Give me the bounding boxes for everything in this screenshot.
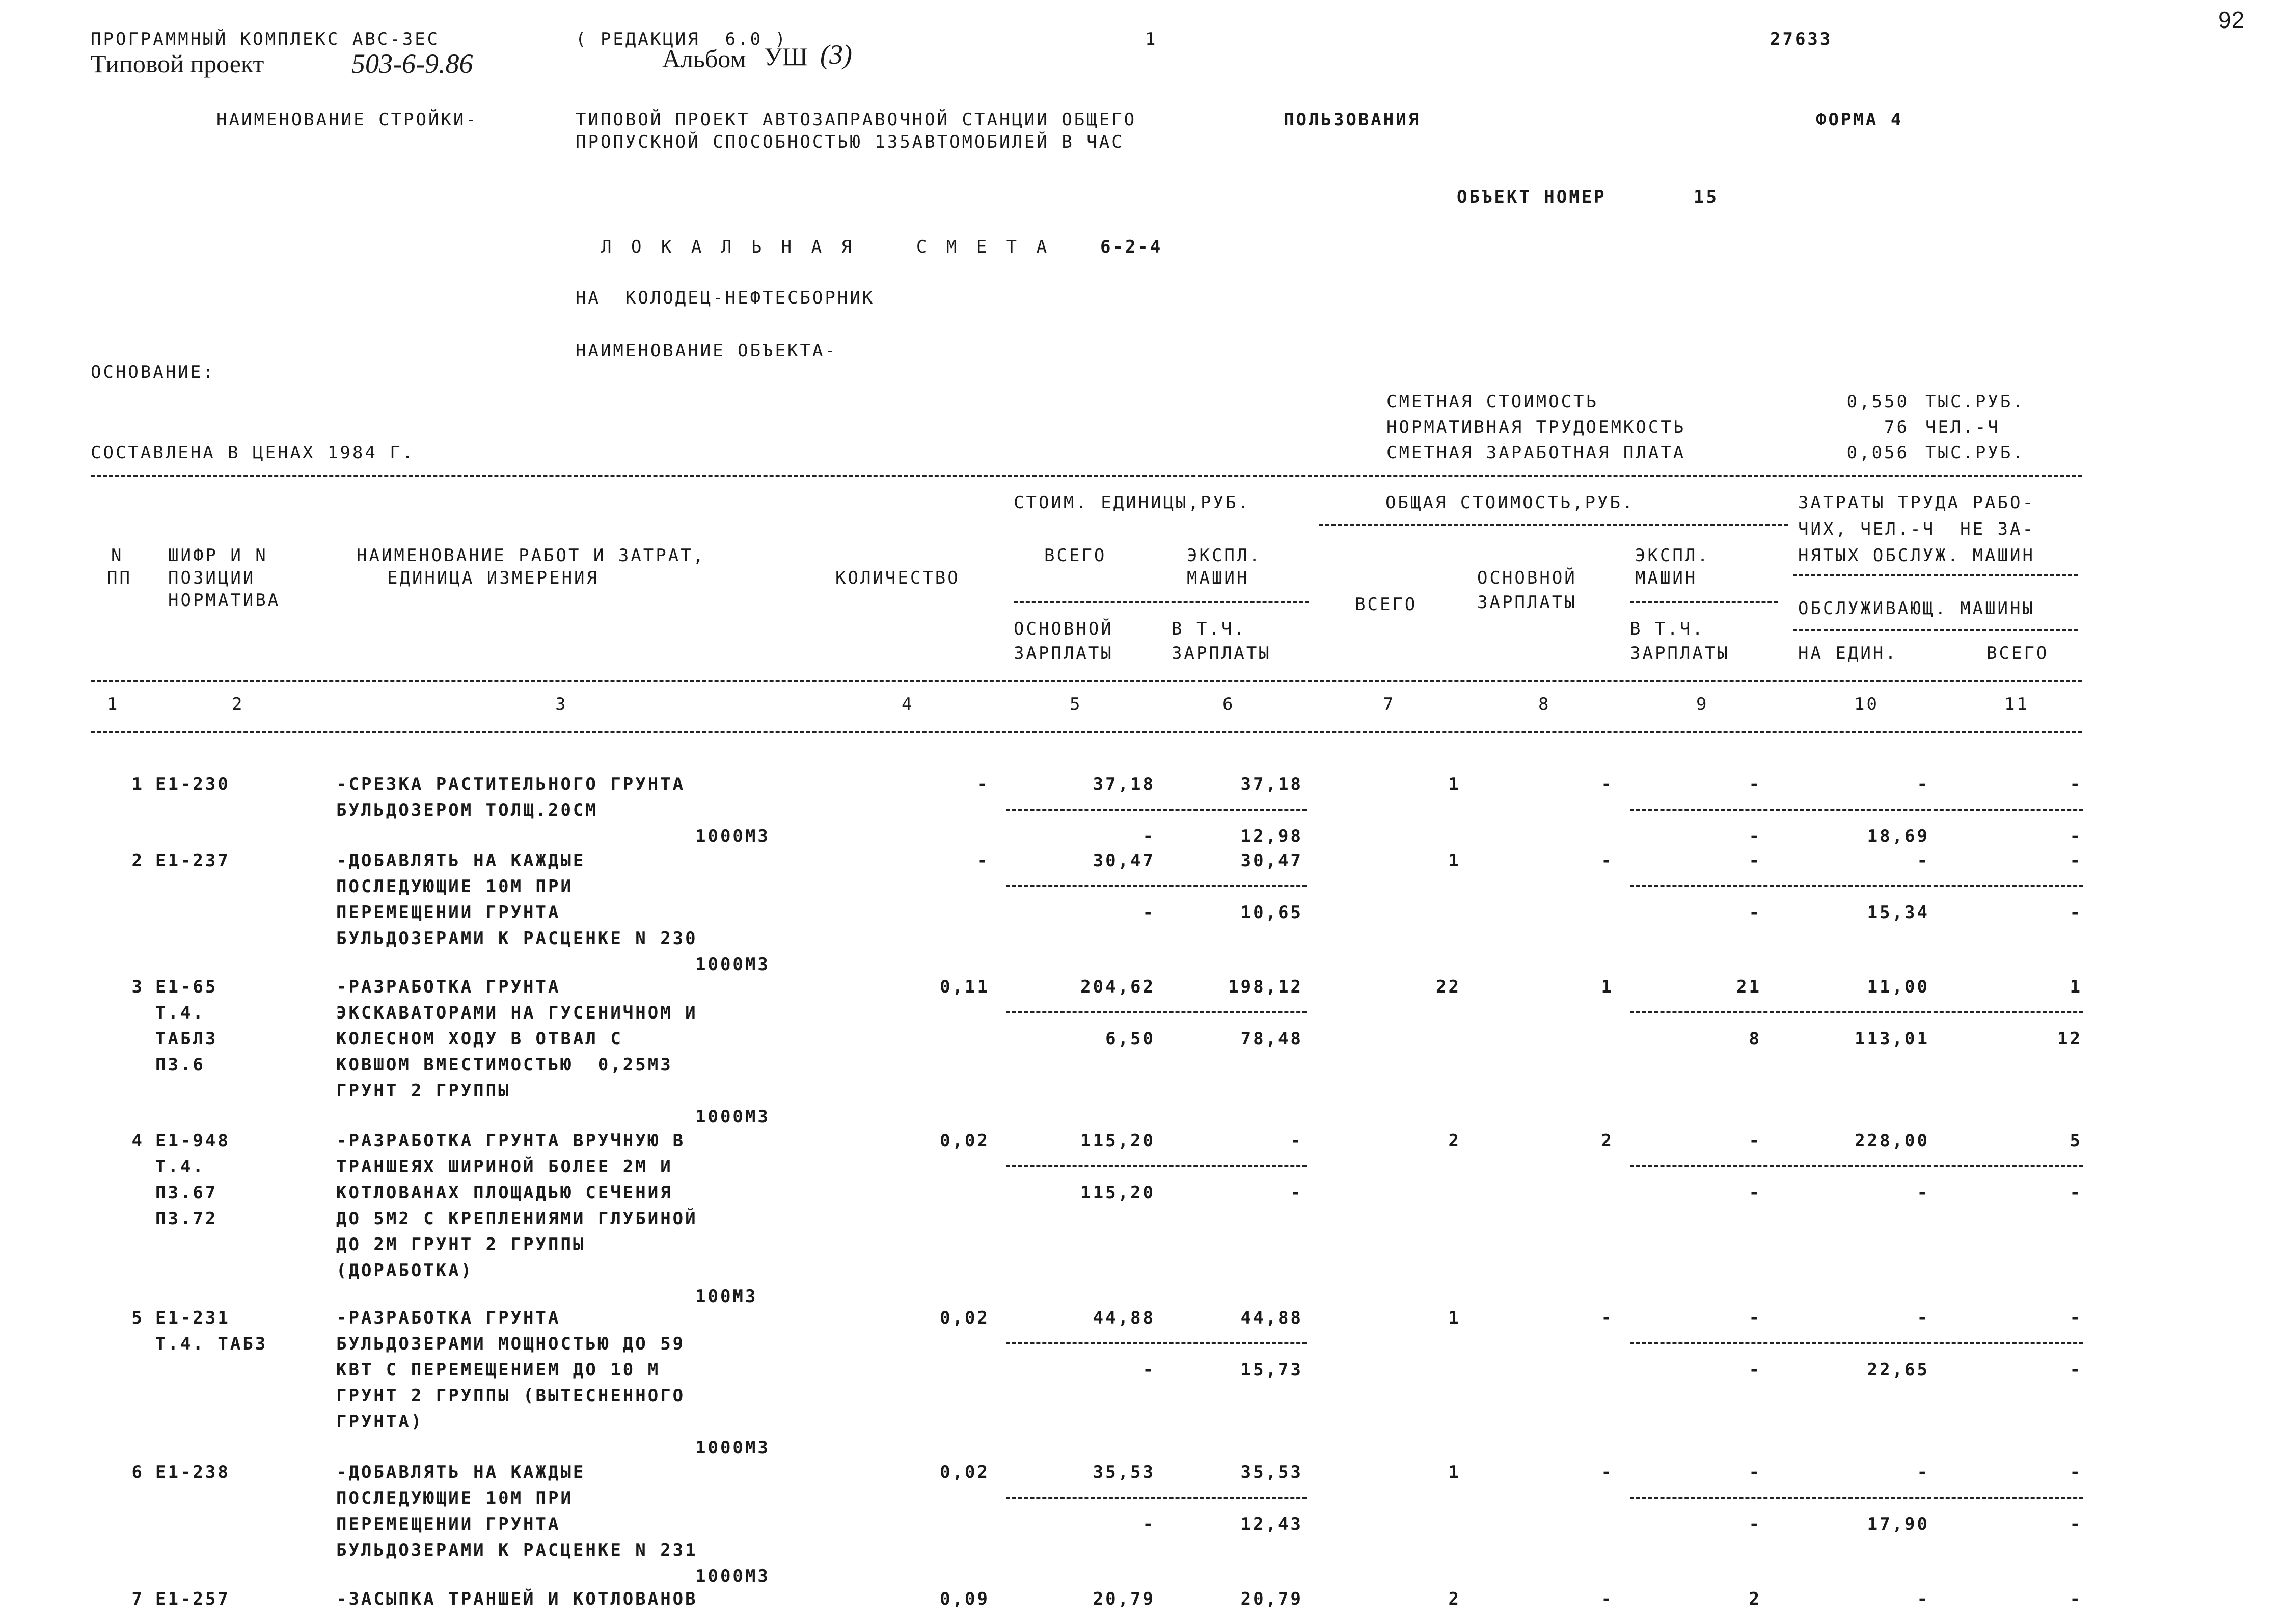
row-unit: 1000М3 xyxy=(695,826,770,846)
row-c9: - xyxy=(1749,774,1761,794)
construction-line-2: ПРОПУСКНОЙ СПОСОБНОСТЬЮ 135АВТОМОБИЛЕЙ В ЧАС xyxy=(576,132,1124,152)
album-label: Альбом xyxy=(662,44,746,73)
row-sub-rule-unit xyxy=(1006,1497,1307,1499)
row-name: -ДОБАВЛЯТЬ НА КАЖДЫЕ ПОСЛЕДУЮЩИЕ 10М ПРИ ПЕРЕМЕЩЕНИИ ГРУНТА БУЛЬДОЗЕРАМИ К РАСЦЕНКЕ N 230 xyxy=(336,850,698,949)
row-number: 1 xyxy=(131,774,144,794)
row-c9b: 8 xyxy=(1749,1029,1761,1049)
row-c9: 21 xyxy=(1736,977,1761,997)
row-c5: 44,88 xyxy=(1093,1308,1155,1328)
header-code-3: НОРМАТИВА xyxy=(168,590,281,611)
row-c10b: 15,34 xyxy=(1867,902,1929,923)
row-number: 3 xyxy=(131,977,144,997)
header-name-2: ЕДИНИЦА ИЗМЕРЕНИЯ xyxy=(387,568,599,588)
row-c6b: 78,48 xyxy=(1240,1029,1303,1049)
row-c10: - xyxy=(1917,850,1929,871)
header-n: N xyxy=(111,545,124,566)
summary-value-1: 0,550 xyxy=(1846,392,1909,412)
row-c11b: - xyxy=(2070,1360,2082,1380)
row-c5b: - xyxy=(1142,902,1155,923)
row-c10: - xyxy=(1917,1462,1929,1482)
row-c11: - xyxy=(2070,850,2082,871)
header-code-1: ШИФР И N xyxy=(168,545,268,566)
estimate-number: 6-2-4 xyxy=(1100,237,1163,257)
row-c7: 2 xyxy=(1448,1589,1461,1609)
header-c9-mach-1: ЭКСПЛ. xyxy=(1635,545,1710,566)
row-c9b: - xyxy=(1749,1514,1761,1534)
row-sub-rule-unit xyxy=(1006,885,1307,887)
album-number: УШ xyxy=(764,42,808,71)
row-c5: 115,20 xyxy=(1080,1131,1155,1151)
summary-unit-2: ЧЕЛ.-Ч xyxy=(1925,417,2000,437)
row-c5b: 6,50 xyxy=(1105,1029,1155,1049)
document-code: 27633 xyxy=(1770,29,1833,49)
header-c7-total: ВСЕГО xyxy=(1355,594,1418,615)
header-labor-serv: ОБСЛУЖИВАЮЩ. МАШИНЫ xyxy=(1798,598,2035,619)
row-c9: - xyxy=(1749,850,1761,871)
header-unit-cost: СТОИМ. ЕДИНИЦЫ,РУБ. xyxy=(1014,492,1250,513)
row-unit: 1000М3 xyxy=(695,1438,770,1458)
header-rule-top xyxy=(91,475,2082,477)
row-c5: 30,47 xyxy=(1093,850,1155,871)
col-number-7: 7 xyxy=(1383,694,1396,714)
row-code: Е1-238 xyxy=(155,1462,230,1482)
row-c5: 20,79 xyxy=(1093,1589,1155,1609)
summary-value-3: 0,056 xyxy=(1846,443,1909,463)
row-name: -СРЕЗКА РАСТИТЕЛЬНОГО ГРУНТА БУЛЬДОЗЕРОМ ТОЛЩ.20СМ xyxy=(336,774,686,820)
row-number: 6 xyxy=(131,1462,144,1482)
object-number: 15 xyxy=(1694,187,1719,207)
row-c7: 1 xyxy=(1448,1308,1461,1328)
header-rule-mid xyxy=(91,680,2082,682)
row-code: Е1-237 xyxy=(155,850,230,871)
object-label: ОБЪЕКТ НОМЕР xyxy=(1457,187,1607,207)
construction-label: НАИМЕНОВАНИЕ СТРОЙКИ- xyxy=(216,109,478,130)
summary-label-1: СМЕТНАЯ СТОИМОСТЬ xyxy=(1386,392,1598,412)
row-c11: - xyxy=(2070,1462,2082,1482)
summary-value-2: 76 xyxy=(1884,417,1909,437)
row-c6b: 15,73 xyxy=(1240,1360,1303,1380)
row-c10b: 18,69 xyxy=(1867,826,1929,846)
row-c9: - xyxy=(1749,1131,1761,1151)
row-code: Е1-231 Т.4. ТАБ3 xyxy=(155,1308,268,1354)
header-code-2: ПОЗИЦИИ xyxy=(168,568,256,588)
row-c10b: 113,01 xyxy=(1855,1029,1929,1049)
row-c11: - xyxy=(2070,1308,2082,1328)
row-c10: 11,00 xyxy=(1867,977,1929,997)
basis-label: ОСНОВАНИЕ: xyxy=(91,362,215,382)
header-rule-bottom xyxy=(91,731,2082,733)
construction-line-1b: ПОЛЬЗОВАНИЯ xyxy=(1284,109,1421,130)
header-c9-mach-2: МАШИН xyxy=(1635,568,1698,588)
col-number-11: 11 xyxy=(2004,694,2029,714)
header-pp: ПП xyxy=(107,568,132,588)
row-c6b: 12,43 xyxy=(1240,1514,1303,1534)
header-c9-wage-1: В Т.Ч. xyxy=(1630,619,1705,639)
header-subrule-unit xyxy=(1014,601,1309,603)
header-c6-wage-1: В Т.Ч. xyxy=(1172,619,1246,639)
row-quantity: - xyxy=(977,850,990,871)
page-number: 92 xyxy=(2218,7,2245,33)
row-c8: - xyxy=(1601,774,1614,794)
row-c8: - xyxy=(1601,1589,1614,1609)
estimate-title: Л О К А Л Ь Н А Я С М Е Т А xyxy=(601,237,1052,257)
row-c9: - xyxy=(1749,1462,1761,1482)
album-part: (3) xyxy=(820,39,852,70)
row-sub-rule-total xyxy=(1630,1497,2083,1499)
row-c10b: - xyxy=(1917,1182,1929,1203)
col-number-4: 4 xyxy=(902,694,914,714)
row-c9b: - xyxy=(1749,826,1761,846)
row-c8: 2 xyxy=(1601,1131,1614,1151)
row-c6b: 12,98 xyxy=(1240,826,1303,846)
row-c7: 1 xyxy=(1448,850,1461,871)
construction-line-1: ТИПОВОЙ ПРОЕКТ АВТОЗАПРАВОЧНОЙ СТАНЦИИ ОБЩЕГО xyxy=(576,109,1137,130)
row-c11b: - xyxy=(2070,1514,2082,1534)
row-c7: 2 xyxy=(1448,1131,1461,1151)
col-number-6: 6 xyxy=(1222,694,1235,714)
row-c9b: - xyxy=(1749,1360,1761,1380)
col-number-10: 10 xyxy=(1854,694,1879,714)
row-sub-rule-total xyxy=(1630,809,2083,811)
header-labor-2: ЧИХ, ЧЕЛ.-Ч НЕ ЗА- xyxy=(1798,519,2035,539)
row-c11: - xyxy=(2070,1589,2082,1609)
row-c10: 228,00 xyxy=(1855,1131,1929,1151)
row-number: 5 xyxy=(131,1308,144,1328)
header-total-cost: ОБЩАЯ СТОИМОСТЬ,РУБ. xyxy=(1385,492,1635,513)
row-c7: 1 xyxy=(1448,1462,1461,1482)
row-c8: - xyxy=(1601,850,1614,871)
header-subrule-labor xyxy=(1793,574,2078,576)
row-unit: 1000М3 xyxy=(695,1107,770,1127)
row-c6: 35,53 xyxy=(1240,1462,1303,1482)
row-sub-rule-total xyxy=(1630,1011,2083,1013)
row-c6: 37,18 xyxy=(1240,774,1303,794)
row-c6: 44,88 xyxy=(1240,1308,1303,1328)
row-c9b: - xyxy=(1749,902,1761,923)
row-c5b: - xyxy=(1142,1514,1155,1534)
row-c10: - xyxy=(1917,1589,1929,1609)
row-c11b: - xyxy=(2070,826,2082,846)
row-c8: - xyxy=(1601,1308,1614,1328)
col-number-8: 8 xyxy=(1538,694,1551,714)
row-number: 4 xyxy=(131,1131,144,1151)
row-c7: 1 xyxy=(1448,774,1461,794)
row-name: -ЗАСЫПКА ТРАНШЕЙ И КОТЛОВАНОВ xyxy=(336,1589,698,1609)
header-subrule-labor-2 xyxy=(1793,629,2078,631)
estimate-for: НА КОЛОДЕЦ-НЕФТЕСБОРНИК xyxy=(576,288,875,308)
header-c5-basic-2: ЗАРПЛАТЫ xyxy=(1014,643,1113,664)
row-c8: 1 xyxy=(1601,977,1614,997)
price-basis: СОСТАВЛЕНА В ЦЕНАХ 1984 Г. xyxy=(91,443,415,463)
row-c6: 198,12 xyxy=(1228,977,1303,997)
col-number-2: 2 xyxy=(232,694,244,714)
row-name: -РАЗРАБОТКА ГРУНТА ЭКСКАВАТОРАМИ НА ГУСЕНИЧНОМ И КОЛЕСНОМ ХОДУ В ОТВАЛ С КОВШОМ ВМЕСТИМОСТЬЮ 0,25М3 ГРУНТ 2 ГРУППЫ xyxy=(336,977,698,1101)
program-name: ПРОГРАММНЫЙ КОМПЛЕКС АВС-ЗЕС xyxy=(91,29,440,49)
header-c5-basic-1: ОСНОВНОЙ xyxy=(1014,619,1113,639)
row-c11b: - xyxy=(2070,902,2082,923)
row-c6: 30,47 xyxy=(1240,850,1303,871)
header-subrule-mach xyxy=(1630,601,1778,603)
row-c10: - xyxy=(1917,1308,1929,1328)
summary-label-3: СМЕТНАЯ ЗАРАБОТНАЯ ПЛАТА xyxy=(1386,443,1686,463)
row-c9: - xyxy=(1749,1308,1761,1328)
object-name-label: НАИМЕНОВАНИЕ ОБЪЕКТА- xyxy=(576,341,837,361)
row-name: -РАЗРАБОТКА ГРУНТА БУЛЬДОЗЕРАМИ МОЩНОСТЬЮ ДО 59 КВТ С ПЕРЕМЕЩЕНИЕМ ДО 10 М ГРУНТ 2 ГРУППЫ (ВЫТЕСНЕННОГО ГРУНТА) xyxy=(336,1308,686,1432)
row-c11: 5 xyxy=(2070,1131,2082,1151)
row-c9: 2 xyxy=(1749,1589,1761,1609)
summary-label-2: НОРМАТИВНАЯ ТРУДОЕМКОСТЬ xyxy=(1386,417,1686,437)
row-c5b: 115,20 xyxy=(1080,1182,1155,1203)
row-c10: - xyxy=(1917,774,1929,794)
row-name: -ДОБАВЛЯТЬ НА КАЖДЫЕ ПОСЛЕДУЮЩИЕ 10М ПРИ ПЕРЕМЕЩЕНИИ ГРУНТА БУЛЬДОЗЕРАМИ К РАСЦЕНКЕ N 231 xyxy=(336,1462,698,1560)
row-sub-rule-unit xyxy=(1006,1011,1307,1013)
col-number-9: 9 xyxy=(1696,694,1709,714)
row-c11b: 12 xyxy=(2057,1029,2082,1049)
header-c6-mach-1: ЭКСПЛ. xyxy=(1187,545,1262,566)
row-c6b: 10,65 xyxy=(1240,902,1303,923)
row-quantity: 0,02 xyxy=(940,1308,990,1328)
form-number: ФОРМА 4 xyxy=(1816,109,1903,130)
row-quantity: 0,02 xyxy=(940,1131,990,1151)
row-sub-rule-unit xyxy=(1006,1165,1307,1167)
row-sub-rule-total xyxy=(1630,1165,2083,1167)
header-c8-basic-2: ЗАРПЛАТЫ xyxy=(1477,592,1577,613)
col-number-3: 3 xyxy=(555,694,568,714)
header-c8-basic-1: ОСНОВНОЙ xyxy=(1477,568,1577,588)
project-code: 503-6-9.86 xyxy=(351,48,473,79)
row-c5b: - xyxy=(1142,826,1155,846)
header-c6-wage-2: ЗАРПЛАТЫ xyxy=(1172,643,1271,664)
header-labor-1: ЗАТРАТЫ ТРУДА РАБО- xyxy=(1798,492,2035,513)
col-number-5: 5 xyxy=(1070,694,1082,714)
row-quantity: 0,02 xyxy=(940,1462,990,1482)
row-quantity: 0,09 xyxy=(940,1589,990,1609)
row-c5: 37,18 xyxy=(1093,774,1155,794)
header-c10: НА ЕДИН. xyxy=(1798,643,1898,664)
header-subrule-total xyxy=(1319,524,1788,526)
row-c6b: - xyxy=(1290,1182,1303,1203)
row-unit: 1000М3 xyxy=(695,1566,770,1586)
header-quantity: КОЛИЧЕСТВО xyxy=(835,568,960,588)
sheet-number: 1 xyxy=(1145,29,1158,49)
row-c10b: 22,65 xyxy=(1867,1360,1929,1380)
summary-unit-1: ТЫС.РУБ. xyxy=(1925,392,2025,412)
row-quantity: - xyxy=(977,774,990,794)
row-sub-rule-total xyxy=(1630,1342,2083,1344)
summary-unit-3: ТЫС.РУБ. xyxy=(1925,443,2025,463)
row-unit: 100М3 xyxy=(695,1286,758,1307)
row-number: 2 xyxy=(131,850,144,871)
row-c5: 35,53 xyxy=(1093,1462,1155,1482)
header-c11: ВСЕГО xyxy=(1986,643,2049,664)
row-quantity: 0,11 xyxy=(940,977,990,997)
row-c5b: - xyxy=(1142,1360,1155,1380)
row-c7: 22 xyxy=(1436,977,1461,997)
row-sub-rule-total xyxy=(1630,885,2083,887)
header-labor-3: НЯТЫХ ОБСЛУЖ. МАШИН xyxy=(1798,545,2035,566)
row-c6: - xyxy=(1290,1131,1303,1151)
row-c5: 204,62 xyxy=(1080,977,1155,997)
row-c9b: - xyxy=(1749,1182,1761,1203)
edition: ( РЕДАКЦИЯ 6.0 ) xyxy=(576,29,787,49)
row-code: Е1-948 Т.4. П3.67 П3.72 xyxy=(155,1131,230,1229)
header-name-1: НАИМЕНОВАНИЕ РАБОТ И ЗАТРАТ, xyxy=(357,545,706,566)
row-sub-rule-unit xyxy=(1006,1342,1307,1344)
row-name: -РАЗРАБОТКА ГРУНТА ВРУЧНУЮ В ТРАНШЕЯХ ШИРИНОЙ БОЛЕЕ 2М И КОТЛОВАНАХ ПЛОЩАДЬЮ СЕЧЕНИЯ ДО 5М2 С КРЕПЛЕНИЯМИ ГЛУБИНОЙ ДО 2М ГРУНТ 2 ГРУППЫ (ДОРАБОТКА) xyxy=(336,1131,698,1281)
row-code: Е1-65 Т.4. ТАБЛ3 П3.6 xyxy=(155,977,218,1075)
row-number: 7 xyxy=(131,1589,144,1609)
row-sub-rule-unit xyxy=(1006,809,1307,811)
col-number-1: 1 xyxy=(107,694,120,714)
row-code: Е1-257 xyxy=(155,1589,230,1609)
project-label: Типовой проект xyxy=(91,49,264,78)
row-c6: 20,79 xyxy=(1240,1589,1303,1609)
header-c6-mach-2: МАШИН xyxy=(1187,568,1249,588)
row-c10b: 17,90 xyxy=(1867,1514,1929,1534)
header-c9-wage-2: ЗАРПЛАТЫ xyxy=(1630,643,1730,664)
row-c11: 1 xyxy=(2070,977,2082,997)
row-unit: 1000М3 xyxy=(695,954,770,975)
header-c5-total: ВСЕГО xyxy=(1044,545,1107,566)
row-c11: - xyxy=(2070,774,2082,794)
row-code: Е1-230 xyxy=(155,774,230,794)
row-c11b: - xyxy=(2070,1182,2082,1203)
row-c8: - xyxy=(1601,1462,1614,1482)
